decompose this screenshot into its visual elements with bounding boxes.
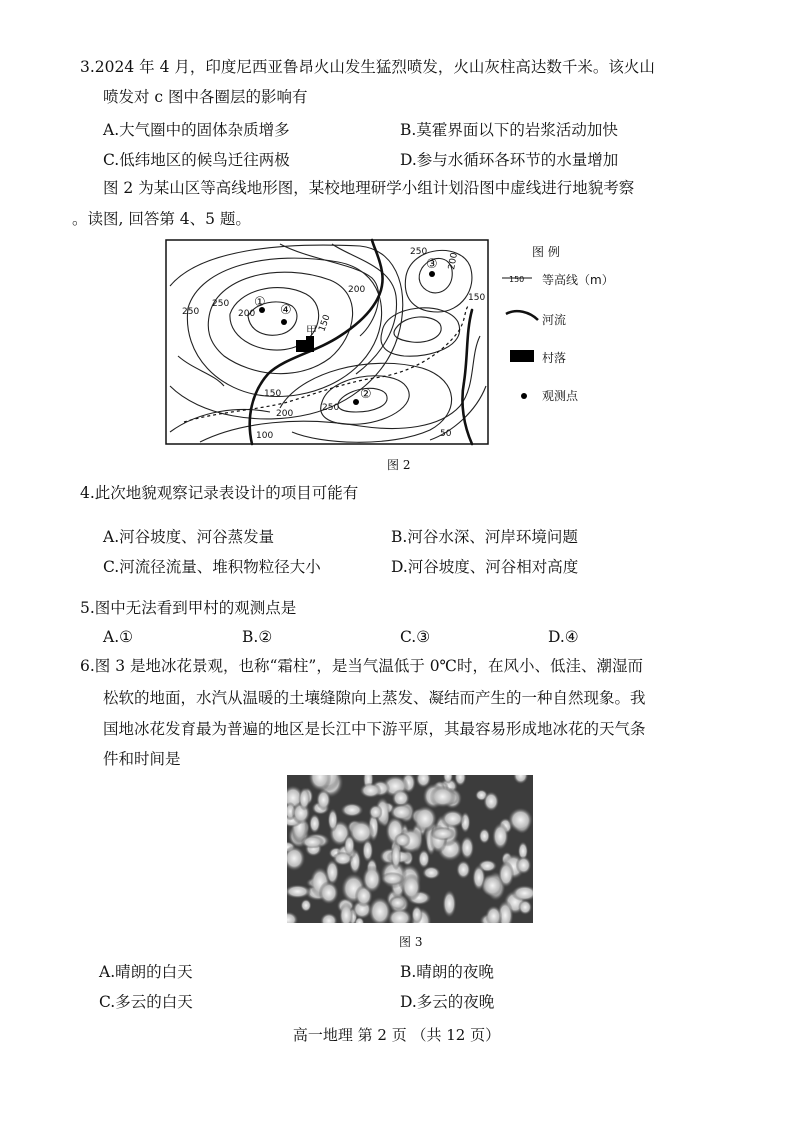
frost-flake xyxy=(508,807,533,832)
legend xyxy=(502,244,614,403)
frost-flake xyxy=(309,814,321,834)
frost-flake xyxy=(319,881,339,905)
frost-flake xyxy=(442,889,456,918)
frost-flake xyxy=(381,872,405,886)
contour-label: 200 xyxy=(447,251,460,271)
frost-flake xyxy=(518,899,532,915)
observation-point-2 xyxy=(353,399,359,405)
q5-line1: 5.图中无法看到甲村的观测点是 xyxy=(80,599,297,617)
intro2-line1: 图 2 为某山区等高线地形图，某校地理研学小组计划沿图中虚线进行地貌考察 xyxy=(103,179,635,197)
contour-label: 200 xyxy=(276,409,294,419)
q5-option-d: D.④ xyxy=(548,628,579,646)
q4-line1: 4.此次地貌观察记录表设计的项目可能有 xyxy=(80,484,359,502)
frost-flower-photo xyxy=(287,775,533,923)
q3-option-a: A.大气圈中的固体杂质增多 xyxy=(103,121,290,139)
legend-title: 图 例 xyxy=(532,245,560,259)
q3-option-d: D.参与水循环各环节的水量增加 xyxy=(400,151,619,169)
contour-label: 50 xyxy=(440,429,452,439)
page-footer: 高一地理 第 2 页 （共 12 页） xyxy=(292,1026,501,1044)
village-label: 甲 xyxy=(306,324,317,337)
frost-flake xyxy=(413,805,438,832)
contour-label: 200 xyxy=(238,309,256,319)
frost-flake xyxy=(394,833,411,848)
frost-flake xyxy=(389,804,413,821)
frost-flake xyxy=(301,835,325,848)
frost-flake xyxy=(368,804,382,819)
q4-option-a: A.河谷坡度、河谷蒸发量 xyxy=(103,528,275,546)
frost-flake xyxy=(456,860,471,879)
frost-flake xyxy=(300,899,311,912)
q3-line2: 喷发对 c 图中各圈层的影响有 xyxy=(103,88,308,106)
frost-flake xyxy=(362,865,382,893)
contour-label: 100 xyxy=(256,431,274,441)
contour-label: 250 xyxy=(322,403,340,413)
frost-flake xyxy=(389,896,407,910)
q4-option-d: D.河谷坡度、河谷相对高度 xyxy=(391,558,579,576)
frost-flake xyxy=(460,836,474,861)
legend-contour: 等高线（m） xyxy=(542,273,614,287)
frost-flake xyxy=(479,828,491,844)
frost-flake xyxy=(344,834,356,856)
frost-flake xyxy=(429,785,455,808)
intro2-line2: 。读图, 回答第 4、5 题。 xyxy=(72,210,251,228)
frost-flake xyxy=(362,839,373,863)
q4-option-c: C.河流径流量、堆积物粒径大小 xyxy=(103,558,321,576)
figure2-caption: 图 2 xyxy=(387,458,411,472)
q6-line3: 国地冰花发育最为普遍的地区是长江中下游平原，其最容易形成地冰花的天气条 xyxy=(103,720,646,738)
frost-flake xyxy=(359,783,381,799)
q3-option-c: C.低纬地区的候鸟迁往两极 xyxy=(103,151,290,169)
frost-flake xyxy=(418,849,430,869)
legend-contour-sample: 150 xyxy=(509,275,525,284)
q6-line2: 松软的地面，水汽从温暖的土壤缝隙向上蒸发、凝结而产生的一种自然现象。我 xyxy=(103,689,646,707)
observation-point-4 xyxy=(281,319,287,325)
q6-option-d: D.多云的夜晚 xyxy=(400,993,495,1011)
frost-flake xyxy=(422,866,441,880)
q5-option-c: C.③ xyxy=(400,628,431,646)
q6-line4: 件和时间是 xyxy=(103,750,181,768)
marker-label-1: ① xyxy=(254,295,266,310)
frost-flake xyxy=(328,808,339,832)
q6-option-a: A.晴朗的白天 xyxy=(99,963,193,981)
q5-option-a: A.① xyxy=(103,628,134,646)
marker-label-2: ② xyxy=(360,387,372,402)
frost-flake xyxy=(316,789,331,811)
frost-flake xyxy=(492,822,509,850)
contour-label: 250 xyxy=(182,307,200,317)
marker-label-4: ④ xyxy=(280,303,292,318)
q4-option-b: B.河谷水深、河岸环境问题 xyxy=(391,528,578,546)
frost-flake xyxy=(340,803,363,818)
frost-flake xyxy=(516,856,532,875)
legend-river: 河流 xyxy=(542,313,567,327)
legend-point: 观测点 xyxy=(542,389,579,403)
q6-option-b: B.晴朗的夜晚 xyxy=(400,963,494,981)
contour-label: 150 xyxy=(317,313,333,334)
legend-village: 村落 xyxy=(542,351,567,365)
contour-label: 150 xyxy=(468,293,486,303)
frost-flake xyxy=(481,874,503,898)
contour-label: 250 xyxy=(410,247,428,257)
q3-option-b: B.莫霍界面以下的岩浆活动加快 xyxy=(400,121,618,139)
q6-option-c: C.多云的白天 xyxy=(99,993,193,1011)
frost-flake xyxy=(298,787,310,811)
contour-label: 200 xyxy=(348,285,366,295)
figure2 xyxy=(160,236,630,472)
q5-option-b: B.② xyxy=(242,628,273,646)
q6-line1: 6.图 3 是地冰花景观，也称“霜柱”，是当气温低于 0℃时，在风小、低洼、潮湿而 xyxy=(80,657,643,675)
frost-flake xyxy=(441,809,465,828)
q3-line1: 3.2024 年 4 月，印度尼西亚鲁昂火山发生猛烈喷发，火山灰柱高达数千米。该火山 xyxy=(80,58,655,76)
frost-flake xyxy=(430,827,455,841)
figure3 xyxy=(287,775,533,923)
frost-flake xyxy=(401,874,421,901)
contour-label: 250 xyxy=(212,299,230,309)
marker-label-3: ③ xyxy=(426,257,438,272)
contour-label: 150 xyxy=(264,389,282,399)
contour-map-svg xyxy=(160,236,630,472)
frost-flake xyxy=(483,791,499,811)
figure3-caption: 图 3 xyxy=(399,935,423,949)
